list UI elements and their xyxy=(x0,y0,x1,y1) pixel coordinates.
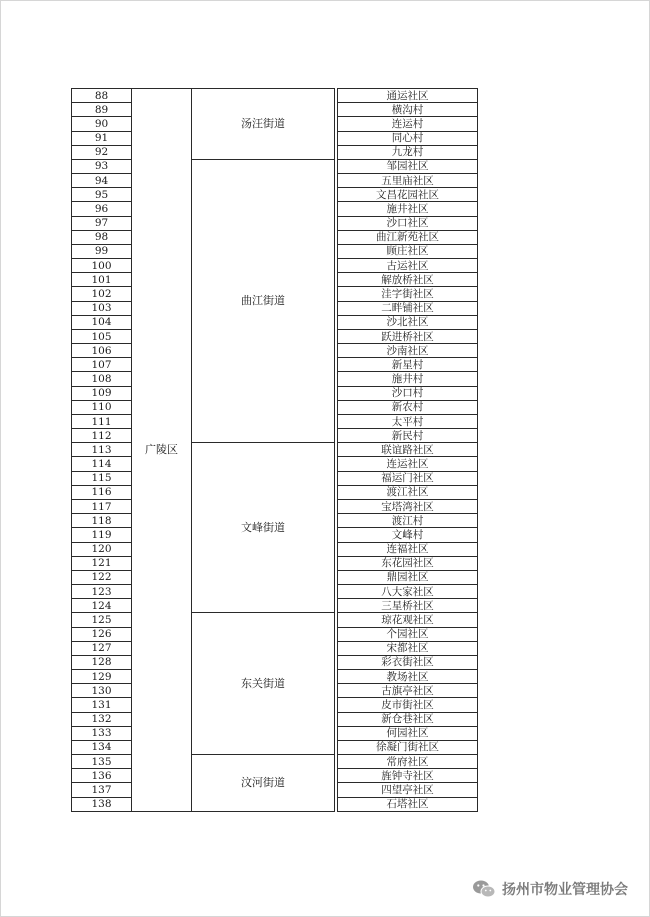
community-cell: 常府社区 xyxy=(338,755,478,769)
row-number: 92 xyxy=(72,145,132,159)
row-number: 109 xyxy=(72,386,132,400)
community-cell: 何园社区 xyxy=(338,726,478,740)
row-number: 136 xyxy=(72,769,132,783)
row-number: 134 xyxy=(72,740,132,754)
community-cell: 五里庙社区 xyxy=(338,174,478,188)
row-number: 110 xyxy=(72,400,132,414)
row-number: 93 xyxy=(72,159,132,173)
community-cell: 新民村 xyxy=(338,429,478,443)
community-cell: 太平村 xyxy=(338,414,478,428)
community-cell: 施井社区 xyxy=(338,202,478,216)
community-cell: 顾庄社区 xyxy=(338,244,478,258)
street-cell: 东关街道 xyxy=(192,613,335,755)
community-cell: 洼字街社区 xyxy=(338,287,478,301)
community-cell: 宝塔湾社区 xyxy=(338,499,478,513)
community-cell: 古旗亭社区 xyxy=(338,684,478,698)
community-cell: 个园社区 xyxy=(338,627,478,641)
row-number: 105 xyxy=(72,329,132,343)
row-number: 88 xyxy=(72,89,132,103)
row-number: 119 xyxy=(72,528,132,542)
row-number: 107 xyxy=(72,358,132,372)
row-number: 113 xyxy=(72,443,132,457)
row-number: 99 xyxy=(72,244,132,258)
district-cell: 广陵区 xyxy=(132,89,192,812)
community-cell: 邹园社区 xyxy=(338,159,478,173)
community-cell: 新星村 xyxy=(338,358,478,372)
row-number: 120 xyxy=(72,542,132,556)
row-number: 115 xyxy=(72,471,132,485)
community-cell: 文峰村 xyxy=(338,528,478,542)
table-row xyxy=(72,89,478,103)
community-cell: 联谊路社区 xyxy=(338,443,478,457)
community-cell: 沙北社区 xyxy=(338,315,478,329)
community-cell: 九龙村 xyxy=(338,145,478,159)
street-cell: 汤汪街道 xyxy=(192,89,335,160)
street-cell: 文峰街道 xyxy=(192,443,335,613)
row-number: 116 xyxy=(72,485,132,499)
watermark-text: 扬州市物业管理协会 xyxy=(502,882,628,898)
row-number: 114 xyxy=(72,457,132,471)
row-number: 101 xyxy=(72,273,132,287)
community-cell: 解放桥社区 xyxy=(338,273,478,287)
community-cell: 文昌花园社区 xyxy=(338,188,478,202)
row-number: 96 xyxy=(72,202,132,216)
row-number: 121 xyxy=(72,556,132,570)
community-cell: 福运门社区 xyxy=(338,471,478,485)
community-cell: 教场社区 xyxy=(338,670,478,684)
community-cell: 四望亭社区 xyxy=(338,783,478,797)
community-cell: 连运社区 xyxy=(338,457,478,471)
row-number: 106 xyxy=(72,344,132,358)
row-number: 130 xyxy=(72,684,132,698)
row-number: 129 xyxy=(72,670,132,684)
row-number: 103 xyxy=(72,301,132,315)
community-cell: 新仓巷社区 xyxy=(338,712,478,726)
watermark xyxy=(472,879,628,899)
community-cell: 渡江社区 xyxy=(338,485,478,499)
community-cell: 旌钟寺社区 xyxy=(338,769,478,783)
community-cell: 新农村 xyxy=(338,400,478,414)
row-number: 123 xyxy=(72,585,132,599)
community-cell: 沙口社区 xyxy=(338,216,478,230)
row-number: 112 xyxy=(72,429,132,443)
community-cell: 皮市街社区 xyxy=(338,698,478,712)
row-number: 117 xyxy=(72,499,132,513)
row-number: 124 xyxy=(72,599,132,613)
row-number: 91 xyxy=(72,131,132,145)
row-number: 131 xyxy=(72,698,132,712)
community-cell: 石塔社区 xyxy=(338,797,478,811)
community-cell: 徐凝门街社区 xyxy=(338,740,478,754)
row-number: 97 xyxy=(72,216,132,230)
row-number: 125 xyxy=(72,613,132,627)
community-cell: 曲江新苑社区 xyxy=(338,230,478,244)
row-number: 108 xyxy=(72,372,132,386)
row-number: 127 xyxy=(72,641,132,655)
community-cell: 鼎园社区 xyxy=(338,570,478,584)
row-number: 128 xyxy=(72,655,132,669)
community-cell: 施井村 xyxy=(338,372,478,386)
row-number: 90 xyxy=(72,117,132,131)
row-number: 100 xyxy=(72,259,132,273)
community-cell: 宋都社区 xyxy=(338,641,478,655)
community-cell: 沙口村 xyxy=(338,386,478,400)
row-number: 133 xyxy=(72,726,132,740)
wechat-icon xyxy=(472,879,496,899)
row-number: 89 xyxy=(72,103,132,117)
row-number: 111 xyxy=(72,414,132,428)
community-cell: 横沟村 xyxy=(338,103,478,117)
community-cell: 东花园社区 xyxy=(338,556,478,570)
row-number: 98 xyxy=(72,230,132,244)
community-cell: 三星桥社区 xyxy=(338,599,478,613)
row-number: 102 xyxy=(72,287,132,301)
community-cell: 渡江村 xyxy=(338,514,478,528)
row-number: 104 xyxy=(72,315,132,329)
row-number: 126 xyxy=(72,627,132,641)
row-number: 118 xyxy=(72,514,132,528)
community-cell: 沙南社区 xyxy=(338,344,478,358)
row-number: 137 xyxy=(72,783,132,797)
community-cell: 二畔铺社区 xyxy=(338,301,478,315)
row-number: 132 xyxy=(72,712,132,726)
community-cell: 古运社区 xyxy=(338,259,478,273)
community-cell: 连运村 xyxy=(338,117,478,131)
community-cell: 同心村 xyxy=(338,131,478,145)
community-cell: 琼花观社区 xyxy=(338,613,478,627)
street-cell: 汶河街道 xyxy=(192,755,335,812)
community-cell: 八大家社区 xyxy=(338,585,478,599)
row-number: 95 xyxy=(72,188,132,202)
street-cell: 曲江街道 xyxy=(192,159,335,442)
row-number: 138 xyxy=(72,797,132,811)
community-cell: 跃进桥社区 xyxy=(338,329,478,343)
community-cell: 彩衣街社区 xyxy=(338,655,478,669)
community-cell: 连福社区 xyxy=(338,542,478,556)
row-number: 122 xyxy=(72,570,132,584)
community-table xyxy=(71,88,478,812)
community-cell: 通运社区 xyxy=(338,89,478,103)
row-number: 135 xyxy=(72,755,132,769)
row-number: 94 xyxy=(72,174,132,188)
